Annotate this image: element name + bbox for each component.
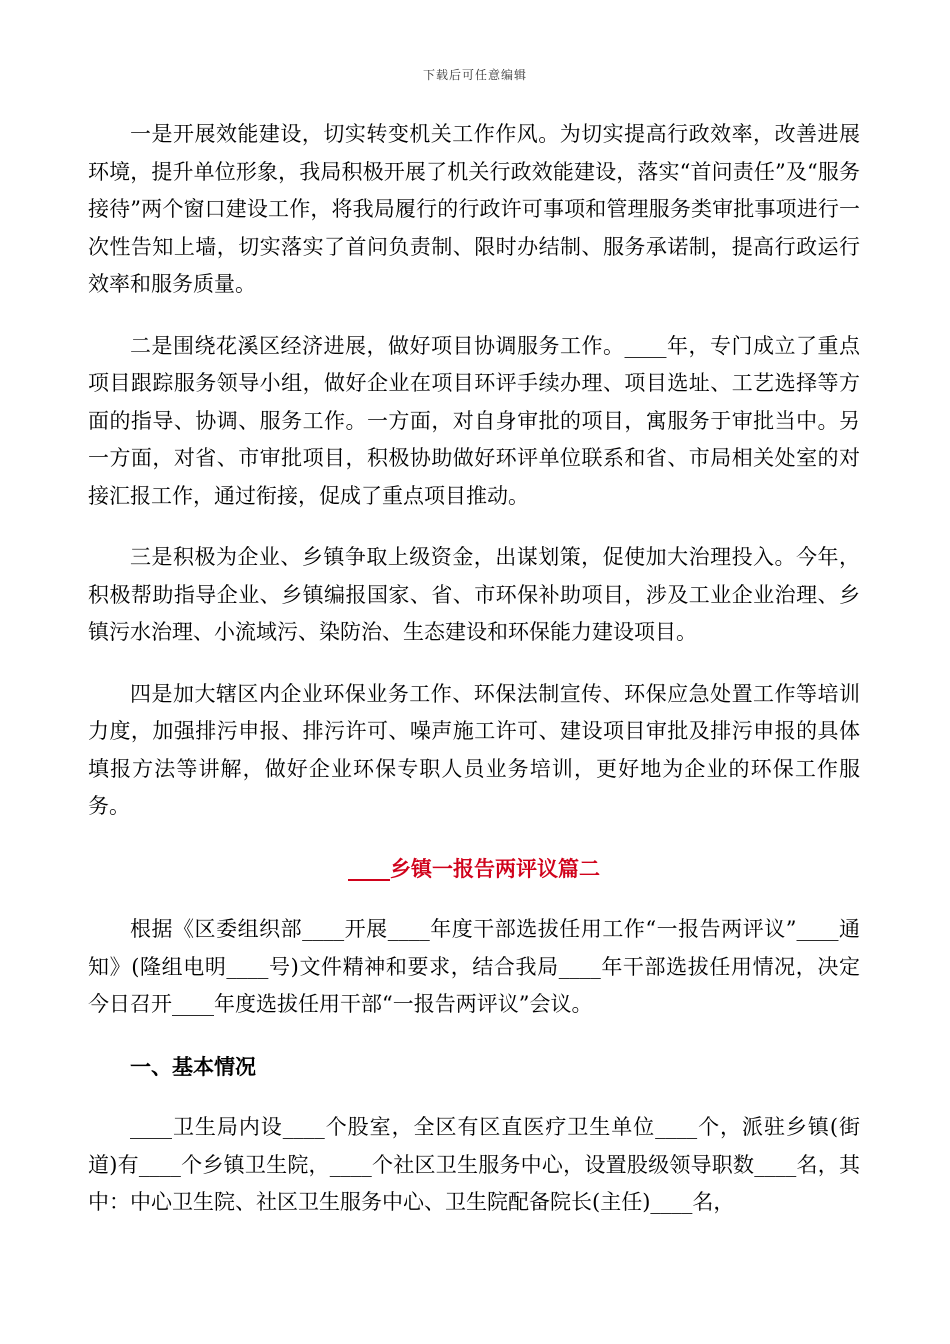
paragraph-4: 四是加大辖区内企业环保业务工作、环保法制宣传、环保应急处置工作等培训力度，加强排污申报、排污许可、噪声施工许可、建设项目审批及排污申报的具体填报方法等讲解，做好企业环保专职人员业务培训，更好地为企业的环保工作服务。 [88, 681, 860, 818]
paragraph-1: 一是开展效能建设，切实转变机关工作作风。为切实提高行政效率，改善进展环境，提升单位形象，我局积极开展了机关行政效能建设，落实“首问责任”及“服务接待”两个窗口建设工作，将我局履行的行政许可事项和管理服务类审批事项进行一次性告知上墙，切实落实了首问负责制、限时办结制、服务承诺制，提高行政运行效率和服务质量。 [88, 122, 860, 296]
paragraph-6: ____卫生局内设____个股室，全区有区直医疗卫生单位____个，派驻乡镇(街道)有____个乡镇卫生院，____个社区卫生服务中心，设置股级领导职数____名，其中：中心卫生院、社区卫生服务中心、卫生院配备院长(主任)____名， [88, 1115, 860, 1214]
document-body [88, 116, 860, 1246]
section-heading: 一、基本情况 [130, 1053, 256, 1079]
section-title: ____乡镇一报告两评议篇二 [348, 855, 600, 881]
paragraph-5: 根据《区委组织部____开展____年度干部选拔任用工作“一报告两评议”____通知》(隆组电明____号)文件精神和要求，结合我局____年干部选拔任用情况，决定今日召开____年度选拔任用干部“一报告两评议”会议。 [88, 917, 860, 1016]
paragraph-2: 二是围绕花溪区经济进展，做好项目协调服务工作。____年，专门成立了重点项目跟踪服务领导小组，做好企业在项目环评手续办理、项目选址、工艺选择等方面的指导、协调、服务工作。一方面，对自身审批的项目，寓服务于审批当中。另一方面，对省、市审批项目，积极协助做好环评单位联系和省、市局相关处室的对接汇报工作，通过衔接，促成了重点项目推动。 [88, 333, 860, 508]
header-note: 下载后可任意编辑 [422, 68, 527, 82]
paragraph-3: 三是积极为企业、乡镇争取上级资金，出谋划策，促使加大治理投入。今年，积极帮助指导企业、乡镇编报国家、省、市环保补助项目，涉及工业企业治理、乡镇污水治理、小流域污、染防治、生态建设和环保能力建设项目。 [88, 545, 860, 644]
